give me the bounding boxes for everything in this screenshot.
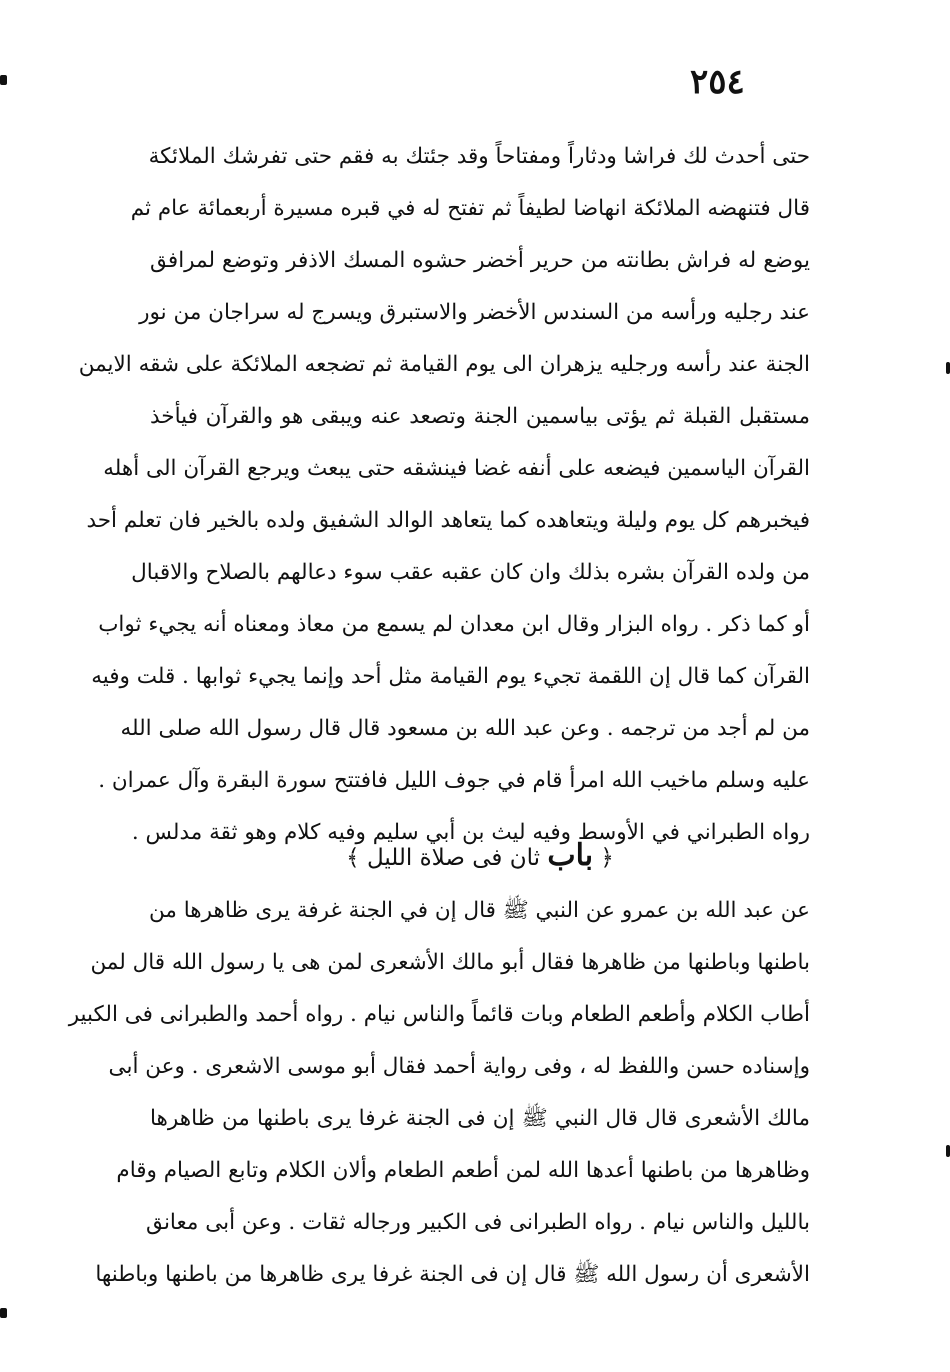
text-line: مالك الأشعرى قال قال النبي ﷺ إن فى الجنة غرفا يرى باطنها من ظاهرها bbox=[150, 1106, 810, 1131]
text-line: عليه وسلم ماخيب الله امرأ قام في جوف الليل فافتتح سورة البقرة وآل عمران . bbox=[98, 768, 810, 793]
text-line: يوضع له فراش بطانته من حرير أخضر حشوه المسك الاذفر وتوضع لمرافق bbox=[150, 248, 810, 273]
text-line: باطنها وباطنها من ظاهرها فقال أبو مالك الأشعرى لمن هى يا رسول الله قال لمن bbox=[90, 950, 810, 975]
text-line: من لم أجد من ترجمه . وعن عبد الله بن مسعود قال قال رسول الله صلى الله bbox=[120, 716, 810, 741]
text-line: حتى أحدث لك فراشا ودثاراً ومفتاحاً وقد جئتك به فقم حتى تفرشك الملائكة bbox=[148, 144, 810, 169]
text-line: وظاهرها من باطنها أعدها الله لمن أطعم الطعام وألان الكلام وتابع الصيام وقام bbox=[116, 1158, 810, 1183]
heading-bracket-open: ﴿ bbox=[600, 845, 614, 871]
text-line: وإسناده حسن واللفظ له ، وفى رواية أحمد فقال أبو موسى الاشعرى . وعن أبى bbox=[108, 1054, 810, 1079]
text-line: أطاب الكلام وأطعم الطعام وبات قائماً والناس نيام . رواه أحمد والطبرانى فى الكبير bbox=[68, 1002, 810, 1027]
heading-bracket-close: ﴾ bbox=[346, 845, 360, 871]
text-line: مستقبل القبلة ثم يؤتى بياسمين الجنة وتصعد عنه ويبقى هو والقرآن فيأخذ bbox=[150, 404, 810, 429]
scan-mark-left bbox=[0, 75, 7, 85]
scan-mark-right bbox=[946, 362, 950, 374]
text-line: القرآن الياسمين فيضعه على أنفه غضا فينشقه حتى يبعث ويرجع القرآن الى أهله bbox=[103, 456, 810, 481]
text-line: رواه الطبراني في الأوسط وفيه ليث بن أبي سليم وفيه كلام وهو ثقة مدلس . bbox=[131, 820, 810, 845]
heading-bab: باب bbox=[547, 838, 594, 873]
section-heading bbox=[150, 828, 810, 884]
text-line: من ولده القرآن بشره بذلك وان كان عقبه عقب سوء دعالهم بالصلاح والاقبال bbox=[131, 560, 810, 585]
text-line: الأشعرى أن رسول الله ﷺ قال إن فى الجنة غرفا يرى ظاهرها من باطنها وباطنها bbox=[95, 1262, 810, 1287]
text-line: عند رجليه ورأسه من السندس الأخضر والاستبرق ويسرج له سراجان من نور bbox=[139, 300, 810, 325]
scan-mark-right bbox=[946, 1145, 950, 1157]
text-line: فيخبرهم كل يوم وليلة ويتعاهده كما يتعاهد الوالد الشفيق ولده بالخير فان تعلم أحد bbox=[86, 508, 810, 533]
text-line: أو كما ذكر . رواه البزار وقال ابن معدان لم يسمع من معاذ ومعناه أنه يجيء ثواب bbox=[98, 612, 810, 637]
scan-mark-left bbox=[0, 1308, 7, 1318]
heading-title: ثان فى صلاة الليل bbox=[366, 845, 541, 871]
text-line: قال فتنهضه الملائكة انهاضا لطيفاً ثم تفتح له في قبره مسيرة أربعمائة عام ثم bbox=[130, 196, 810, 221]
text-line: بالليل والناس نيام . رواه الطبرانى فى الكبير ورجاله ثقات . وعن أبى معانق bbox=[146, 1210, 810, 1235]
page-number: ٢٥٤ bbox=[690, 62, 745, 102]
text-line: القرآن كما قال إن اللقمة تجيء يوم القيامة مثل أحد وإنما يجيء ثوابها . قلت وفيه bbox=[91, 664, 810, 689]
text-line: عن عبد الله بن عمرو عن النبي ﷺ قال إن في الجنة غرفة يرى ظاهرها من bbox=[149, 898, 810, 923]
text-line: الجنة عند رأسه ورجليه يزهران الى يوم القيامة ثم تضجعه الملائكة على شقه الايمن bbox=[78, 352, 810, 377]
